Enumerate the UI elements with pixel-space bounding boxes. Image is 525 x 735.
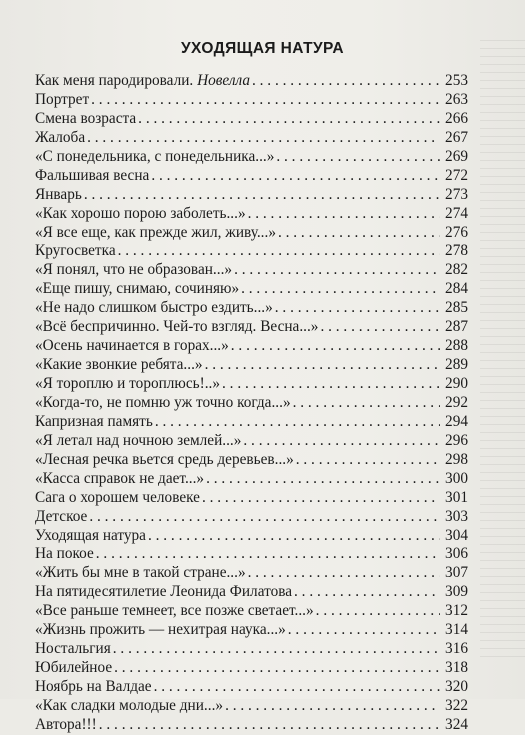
toc-entry-title-text: «Я все еще, как прежде жил, живу...» xyxy=(35,223,276,241)
toc-entry-title-text: Автора!!! xyxy=(35,715,97,733)
toc-entry xyxy=(35,583,468,602)
toc-entry-page-number: 274 xyxy=(445,204,468,222)
toc-leader-dots xyxy=(148,527,440,546)
toc-entry-title-text: «Я понял, что не образован...» xyxy=(35,261,233,279)
toc-entry-title-text: На пятидесятилетие Леонида Филатова xyxy=(35,583,293,601)
toc-entry-title xyxy=(35,413,153,432)
toc-entry xyxy=(35,697,468,716)
toc-entry xyxy=(35,337,468,356)
toc-entry-title xyxy=(35,678,152,697)
toc-entry-title-text: «Я тороплю и тороплюсь!..» xyxy=(35,375,221,392)
toc-entry-title xyxy=(35,451,294,470)
toc-entry xyxy=(35,621,468,640)
toc-entry-title xyxy=(35,242,116,261)
toc-entry xyxy=(35,299,468,318)
toc-leader-dots xyxy=(243,432,440,451)
toc-entry-title xyxy=(35,640,111,659)
toc-entry-page-number: 287 xyxy=(445,318,468,336)
toc-entry-page-number: 269 xyxy=(445,147,468,165)
toc-entry-title-text: «Все раньше темнеет, все позже светает...» xyxy=(35,602,314,620)
toc-entry-title xyxy=(35,186,82,205)
toc-entry xyxy=(35,527,468,546)
toc-entry-title xyxy=(35,280,239,299)
toc-leader-dots xyxy=(87,129,440,148)
toc-leader-dots xyxy=(248,205,440,224)
toc-entry xyxy=(35,167,468,186)
toc-entry xyxy=(35,186,468,205)
toc-entry-title xyxy=(35,602,314,621)
toc-leader-dots xyxy=(138,110,440,129)
toc-entry-title-text: Кругосветка xyxy=(35,242,116,260)
toc-entry-title-text: Портрет xyxy=(35,90,90,108)
toc-entry-page-number: 284 xyxy=(445,280,468,298)
toc-leader-dots xyxy=(114,659,440,678)
toc-entry-page-number: 316 xyxy=(445,640,468,658)
toc-leader-dots xyxy=(206,470,440,489)
toc-entry-title-text: «Всё беспричинно. Чей-то взгляд. Весна...» xyxy=(35,318,319,336)
toc-entry xyxy=(35,224,468,243)
toc-entry-title-text: «Жизнь прожить — нехитрая наука...» xyxy=(35,621,286,639)
toc-entry-title-text: Смена возраста xyxy=(35,109,137,127)
toc-leader-dots xyxy=(278,224,440,243)
toc-entry-title xyxy=(35,659,112,678)
toc-entry-title xyxy=(35,337,229,356)
toc-entry-page-number: 312 xyxy=(445,602,468,620)
toc-entry-title-text: Юбилейное xyxy=(35,659,113,677)
table-of-contents xyxy=(35,72,468,735)
toc-entry-title-text: Капризная память xyxy=(35,412,153,430)
toc-entry-title xyxy=(35,545,94,564)
toc-entry-page-number: 292 xyxy=(445,393,468,411)
toc-entry xyxy=(35,205,468,224)
toc-entry-title xyxy=(35,129,85,148)
toc-entry-title-text: «Как сладки молодые дни...» xyxy=(35,696,224,714)
toc-leader-dots xyxy=(288,621,440,640)
toc-entry xyxy=(35,280,468,299)
toc-entry-page-number: 306 xyxy=(445,545,468,563)
toc-entry-page-number: 298 xyxy=(445,450,468,468)
show-through-texture xyxy=(480,40,525,660)
toc-entry-title xyxy=(35,716,97,735)
toc-leader-dots xyxy=(96,545,440,564)
toc-entry-title-text: Ноябрь на Валдае xyxy=(35,678,152,695)
toc-leader-dots xyxy=(113,640,440,659)
toc-entry-title xyxy=(35,527,146,546)
toc-entry-subtitle: Новелла xyxy=(197,72,250,89)
toc-entry xyxy=(35,678,468,697)
toc-leader-dots xyxy=(99,716,440,735)
toc-entry xyxy=(35,148,468,167)
toc-entry-title-text: Ностальгия xyxy=(35,640,111,658)
toc-entry-page-number: 309 xyxy=(445,583,468,601)
toc-entry-title-text: Фальшивая весна xyxy=(35,166,150,184)
toc-entry-title xyxy=(35,148,274,167)
toc-entry-title-text: «Не надо слишком быстро ездить...» xyxy=(35,299,273,317)
toc-entry xyxy=(35,72,468,91)
toc-entry-page-number: 267 xyxy=(445,128,468,146)
toc-entry xyxy=(35,356,468,375)
toc-entry-title xyxy=(35,110,136,129)
toc-entry-title-text: «Еще пишу, снимаю, сочиняю» xyxy=(35,280,240,298)
toc-entry-page-number: 314 xyxy=(445,621,468,639)
toc-entry xyxy=(35,91,468,110)
toc-entry-page-number: 324 xyxy=(445,715,468,733)
toc-entry-page-number: 253 xyxy=(445,72,468,89)
toc-entry-page-number: 285 xyxy=(445,299,468,317)
toc-entry-page-number: 300 xyxy=(445,469,468,487)
toc-leader-dots xyxy=(118,242,440,261)
toc-entry-page-number: 303 xyxy=(445,507,468,525)
toc-entry-page-number: 296 xyxy=(445,431,468,449)
toc-leader-dots xyxy=(248,564,440,583)
toc-entry-page-number: 318 xyxy=(445,659,468,677)
toc-entry xyxy=(35,564,468,583)
toc-entry xyxy=(35,413,468,432)
toc-entry xyxy=(35,602,468,621)
toc-entry-page-number: 282 xyxy=(445,261,468,279)
toc-entry-title-text: Уходящая натура xyxy=(35,526,146,544)
toc-entry-title xyxy=(35,299,273,318)
toc-entry-title xyxy=(35,224,276,243)
toc-entry-page-number: 320 xyxy=(445,678,468,695)
toc-entry-title-text: «Жить бы мне в такой стране...» xyxy=(35,564,246,582)
toc-entry xyxy=(35,659,468,678)
toc-entry-page-number: 307 xyxy=(445,564,468,582)
toc-entry-page-number: 272 xyxy=(445,166,468,184)
toc-leader-dots xyxy=(151,167,440,186)
toc-entry-title xyxy=(35,508,87,527)
toc-entry-title-text: «Я летал над ночною землей...» xyxy=(35,431,242,449)
toc-entry xyxy=(35,716,468,735)
toc-entry-title-text: Январь xyxy=(35,185,82,203)
toc-entry xyxy=(35,470,468,489)
section-title: УХОДЯЩАЯ НАТУРА xyxy=(181,40,344,57)
toc-entry xyxy=(35,451,468,470)
toc-entry-page-number: 288 xyxy=(445,337,468,355)
toc-entry-page-number: 304 xyxy=(445,526,468,544)
toc-entry-title xyxy=(35,318,318,337)
toc-entry-page-number: 276 xyxy=(445,223,468,241)
toc-entry-title-text: Жалоба xyxy=(35,128,86,146)
toc-entry-page-number: 263 xyxy=(445,90,468,108)
toc-entry-title-text: «Осень начинается в горах...» xyxy=(35,337,229,355)
toc-entry-page-number: 289 xyxy=(445,356,468,374)
toc-entry-title xyxy=(35,205,246,224)
toc-entry-title-text: «Касса справок не дает...» xyxy=(35,469,205,487)
toc-entry xyxy=(35,318,468,337)
toc-leader-dots xyxy=(84,186,440,205)
toc-entry-title xyxy=(35,697,223,716)
toc-entry xyxy=(35,261,468,280)
toc-entry-title-text: «Лесная речка вьется средь деревьев...» xyxy=(35,450,294,468)
toc-entry-title xyxy=(35,432,241,451)
toc-leader-dots xyxy=(155,413,440,432)
toc-leader-dots xyxy=(222,375,440,394)
toc-leader-dots xyxy=(225,697,440,716)
toc-entry-title-text: «Когда-то, не помню уж точно когда...» xyxy=(35,393,291,411)
toc-entry-title-text: На покое xyxy=(35,545,94,563)
toc-entry-page-number: 294 xyxy=(445,412,468,430)
toc-entry-title-text: Как меня пародировали. xyxy=(35,72,194,89)
toc-leader-dots xyxy=(252,72,440,91)
toc-entry-title xyxy=(35,375,220,394)
toc-entry xyxy=(35,489,468,508)
toc-entry-title xyxy=(35,261,232,280)
toc-leader-dots xyxy=(320,318,440,337)
toc-entry-title xyxy=(35,91,89,110)
toc-entry xyxy=(35,432,468,451)
toc-leader-dots xyxy=(202,489,440,508)
toc-entry-title-text: Детское xyxy=(35,507,88,525)
toc-entry xyxy=(35,110,468,129)
toc-leader-dots xyxy=(154,678,440,697)
toc-entry-title xyxy=(35,564,246,583)
toc-entry-title-text: «Какие звонкие ребята...» xyxy=(35,356,203,374)
toc-entry xyxy=(35,508,468,527)
toc-leader-dots xyxy=(205,356,440,375)
toc-entry xyxy=(35,545,468,564)
toc-leader-dots xyxy=(91,91,440,110)
toc-leader-dots xyxy=(296,451,440,470)
toc-entry-title xyxy=(35,621,286,640)
toc-entry-title xyxy=(35,394,291,413)
toc-leader-dots xyxy=(293,394,440,413)
toc-entry-title xyxy=(35,356,203,375)
toc-entry-title-text: «С понедельника, с понедельника...» xyxy=(35,147,275,165)
toc-entry xyxy=(35,375,468,394)
toc-entry-title xyxy=(35,470,204,489)
toc-entry xyxy=(35,242,468,261)
toc-leader-dots xyxy=(275,299,440,318)
toc-entry xyxy=(35,129,468,148)
toc-leader-dots xyxy=(241,280,440,299)
toc-entry-title xyxy=(35,583,292,602)
toc-entry-page-number: 266 xyxy=(445,109,468,127)
toc-entry-page-number: 273 xyxy=(445,185,468,203)
toc-leader-dots xyxy=(316,602,440,621)
toc-leader-dots xyxy=(294,583,440,602)
toc-entry-page-number: 322 xyxy=(445,696,468,714)
toc-entry-title-text: Сага о хорошем человеке xyxy=(35,488,200,506)
toc-entry xyxy=(35,394,468,413)
toc-entry-page-number: 290 xyxy=(445,375,468,392)
toc-leader-dots xyxy=(276,148,440,167)
toc-entry-title xyxy=(35,72,250,91)
toc-entry-title xyxy=(35,489,200,508)
toc-entry-title-text: «Как хорошо порою заболеть...» xyxy=(35,204,246,222)
toc-leader-dots xyxy=(89,508,440,527)
toc-leader-dots xyxy=(231,337,440,356)
toc-entry-page-number: 301 xyxy=(445,488,468,506)
toc-leader-dots xyxy=(234,261,440,280)
toc-entry-title xyxy=(35,167,149,186)
toc-entry xyxy=(35,640,468,659)
toc-entry-page-number: 278 xyxy=(445,242,468,260)
